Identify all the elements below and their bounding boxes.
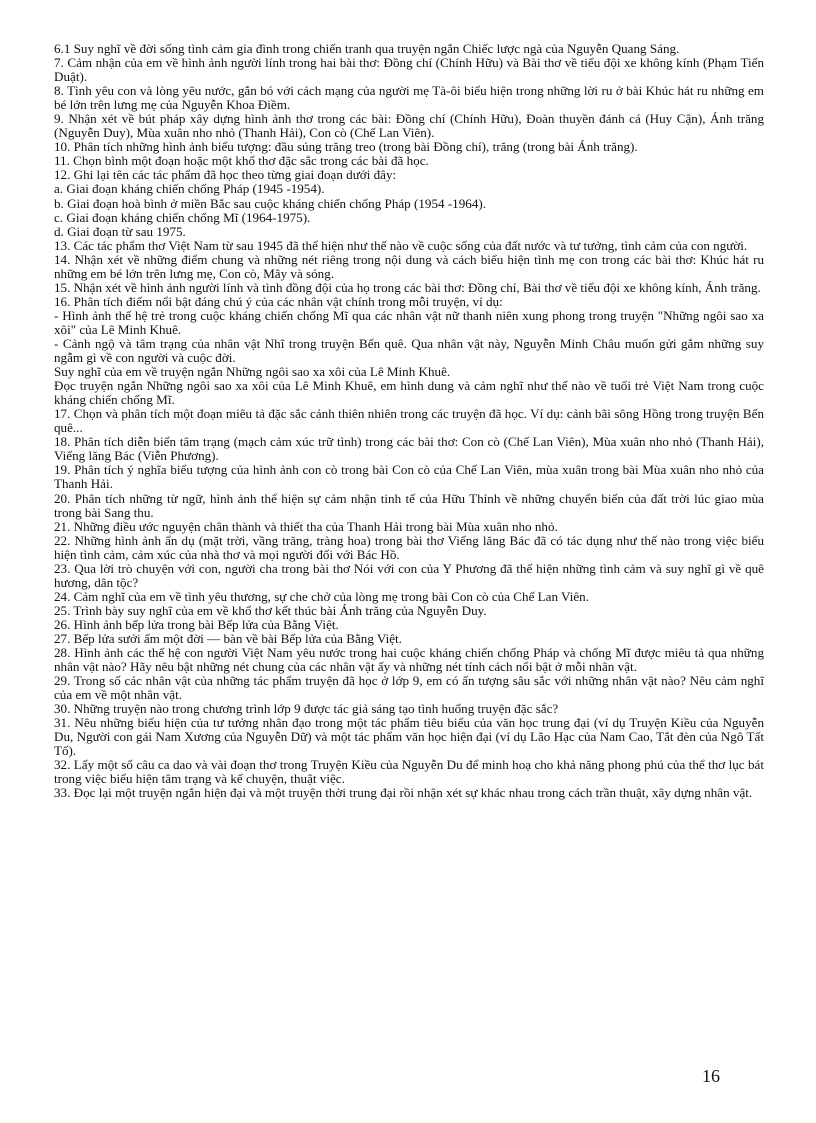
- question-item: 22. Những hình ảnh ẩn dụ (mặt trời, vầng trăng, tràng hoa) trong bài thơ Viếng lăng Bác đã có tác dụng như thế nào trong việc biểu hiện tình cảm, cảm xúc của nhà thơ và mọi người đối với Bác Hồ.: [54, 532, 764, 562]
- question-item: 8. Tình yêu con và lòng yêu nước, gắn bó với cách mạng của người mẹ Tà-ôi biểu hiện trong những lời ru ở bài Khúc hát ru những em bé lớn trên lưng mẹ của Nguyễn Khoa Điềm.: [54, 83, 764, 113]
- question-item: 20. Phân tích những từ ngữ, hình ảnh thể hiện sự cảm nhận tinh tế của Hữu Thỉnh về những chuyển biến của đất trời lúc giao mùa trong bài Sang thu.: [54, 490, 764, 520]
- question-item: 10. Phân tích những hình ảnh biểu tượng: đầu súng trăng treo (trong bài Đồng chí), trăng (trong bài Ánh trăng).: [54, 139, 638, 155]
- question-item: a. Giai đoạn kháng chiến chống Pháp (1945 -1954).: [54, 181, 325, 197]
- question-item: 31. Nêu những biểu hiện của tư tưởng nhân đạo trong một tác phẩm tiêu biểu của văn học trung đại (ví dụ Truyện Kiều của Nguyễn Du, Người con gái Nam Xương của Nguyễn Dữ) và một tác phẩm văn học hiện đại (ví dụ Lão Hạc của Nam Cao, Tắt đèn của Ngô Tất Tố).: [54, 715, 764, 759]
- question-item: 16. Phân tích điểm nổi bật đáng chú ý của các nhân vật chính trong mỗi truyện, ví dụ:: [54, 293, 503, 309]
- question-item: 24. Cảm nghĩ của em về tình yêu thương, sự che chở của lòng mẹ trong bài Con cò của Chế Lan Viên.: [54, 588, 589, 604]
- question-item: 21. Những điều ước nguyện chân thành và thiết tha của Thanh Hải trong bài Mùa xuân nho nhỏ.: [54, 518, 558, 534]
- question-item: 6.1 Suy nghĩ về đời sống tình cảm gia đình trong chiến tranh qua truyện ngắn Chiếc lược ngà của Nguyễn Quang Sáng.: [54, 41, 680, 56]
- question-item: 12. Ghi lại tên các tác phẩm đã học theo từng giai đoạn dưới đây:: [54, 167, 397, 183]
- question-item: d. Giai đoạn từ sau 1975.: [54, 223, 186, 239]
- question-item: 28. Hình ảnh các thế hệ con người Việt Nam yêu nước trong hai cuộc kháng chiến chống Pháp và chống Mĩ được miêu tả qua những nhân vật nào? Hãy nêu bật những nét chung của các nhân vật ấy và những nét tính cách nổi bật ở mỗi nhân vật.: [54, 645, 764, 675]
- question-item: 9. Nhận xét về bút pháp xây dựng hình ảnh thơ trong các bài: Đồng chí (Chính Hữu), Đoàn thuyền đánh cá (Huy Cận), Ánh trăng (Nguyễn Duy), Mùa xuân nho nhỏ (Thanh Hải), Con cò (Chế Lan Viên).: [54, 111, 764, 141]
- question-item: 25. Trình bày suy nghĩ của em về khổ thơ kết thúc bài Ánh trăng của Nguyễn Duy.: [54, 602, 487, 618]
- question-item: 26. Hình ảnh bếp lửa trong bài Bếp lửa của Bằng Việt.: [54, 616, 339, 632]
- question-item: c. Giai đoạn kháng chiến chống Mĩ (1964-1975).: [54, 209, 311, 225]
- question-item: 23. Qua lời trò chuyện với con, người cha trong bài thơ Nói với con của Y Phương đã thể hiện những tình cảm và suy nghĩ gì về quê hương, dân tộc?: [54, 560, 764, 590]
- question-item: 13. Các tác phẩm thơ Việt Nam từ sau 1945 đã thể hiện như thế nào về cuộc sống của đất nước và tư tưởng, tình cảm của con người.: [54, 237, 748, 253]
- question-item: 14. Nhận xét về những điểm chung và những nét riêng trong nội dung và cách biểu hiện tình mẹ con trong các bài thơ: Khúc hát ru những em bé lớn trên lưng mẹ, Con cò, Mây và sóng.: [54, 251, 764, 281]
- question-item: 29. Trong số các nhân vật của những tác phẩm truyện đã học ở lớp 9, em có ấn tượng sâu sắc với những nhân vật nào? Nêu cảm nghĩ của em về một nhân vật.: [54, 673, 764, 703]
- document-body: [54, 42, 764, 801]
- question-item: 15. Nhận xét về hình ảnh người lính và tình đồng đội của họ trong các bài thơ: Đồng chí, Bài thơ về tiểu đội xe không kính, Ánh trăng.: [54, 279, 761, 295]
- question-item: - Cảnh ngộ và tâm trạng của nhân vật Nhĩ trong truyện Bến quê. Qua nhân vật này, Nguyễn Minh Châu muốn gửi gắm những suy ngẫm gì về con người và cuộc đời.: [54, 335, 764, 366]
- question-item: 27. Bếp lửa sưởi ấm một đời — bàn về bài Bếp lửa của Bằng Việt.: [54, 630, 402, 646]
- question-item: b. Giai đoạn hoà bình ở miền Bắc sau cuộc kháng chiến chống Pháp (1954 -1964).: [54, 195, 487, 211]
- question-item: 30. Những truyện nào trong chương trình lớp 9 được tác giả sáng tạo tình huống truyện đặc sắc?: [54, 701, 559, 717]
- question-item: 18. Phân tích diễn biến tâm trạng (mạch cảm xúc trữ tình) trong các bài thơ: Con cò (Chế Lan Viên), Mùa xuân nho nhỏ (Thanh Hải), Viếng lăng Bác (Viễn Phương).: [54, 434, 764, 464]
- question-item: 19. Phân tích ý nghĩa biểu tượng của hình ảnh con cò trong bài Con cò của Chế Lan Viên, mùa xuân trong bài Mùa xuân nho nhỏ của Thanh Hải.: [54, 462, 764, 492]
- question-item: 33. Đọc lại một truyện ngắn hiện đại và một truyện thời trung đại rồi nhận xét sự khác nhau trong cách trần thuật, xây dựng nhân vật.: [54, 785, 753, 801]
- question-item: Đọc truyện ngắn Những ngôi sao xa xôi của Lê Minh Khuê, em hình dung và cảm nghĩ như thế nào về tuổi trẻ Việt Nam trong cuộc kháng chiến chống Mĩ.: [54, 378, 764, 408]
- question-item: 32. Lấy một số câu ca dao và vài đoạn thơ trong Truyện Kiều của Nguyễn Du để minh hoạ cho khả năng phong phú của thể thơ lục bát trong việc biểu hiện tâm trạng và kể chuyện, thuật việc.: [54, 757, 764, 787]
- question-item: 11. Chọn bình một đoạn hoặc một khổ thơ đặc sắc trong các bài đã học.: [54, 153, 429, 169]
- question-item: 17. Chọn và phân tích một đoạn miêu tả đặc sắc cảnh thiên nhiên trong các truyện đã học. Ví dụ: cảnh bãi sông Hồng trong truyện Bến quê...: [54, 406, 764, 436]
- page-number: 16: [702, 1066, 720, 1086]
- question-item: Suy nghĩ của em về truyện ngắn Những ngôi sao xa xôi của Lê Minh Khuê.: [54, 364, 451, 380]
- question-item: - Hình ảnh thế hệ trẻ trong cuộc kháng chiến chống Mĩ qua các nhân vật nữ thanh niên xung phong trong truyện "Những ngôi sao xa xôi" của Lê Minh Khuê.: [54, 307, 764, 337]
- question-item: 7. Cảm nhận của em về hình ảnh người lính trong hai bài thơ: Đồng chí (Chính Hữu) và Bài thơ về tiểu đội xe không kính (Phạm Tiến Duật).: [54, 55, 764, 85]
